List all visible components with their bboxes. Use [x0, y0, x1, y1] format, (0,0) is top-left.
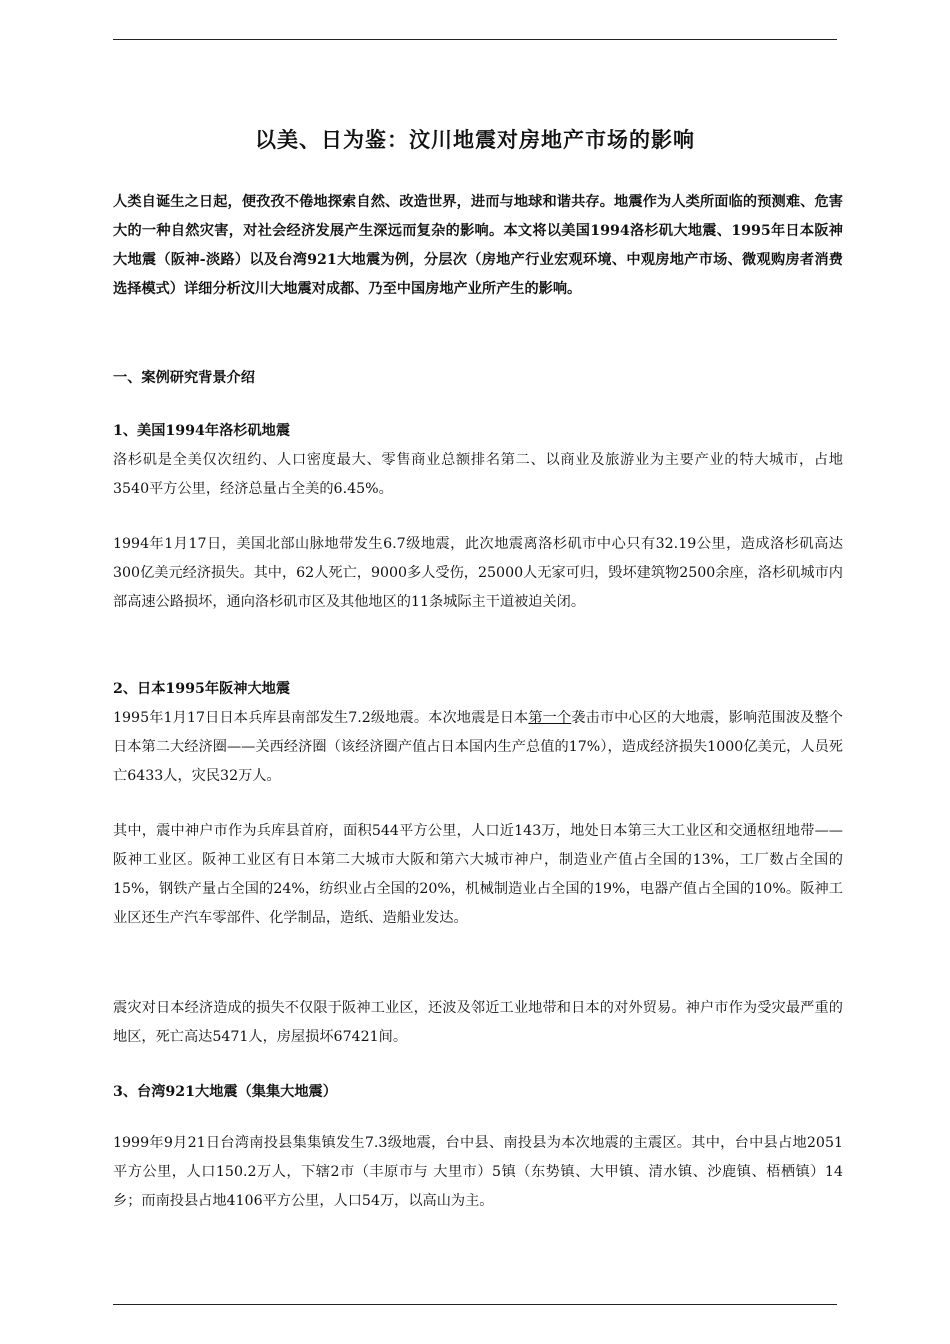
- paragraph-kobe-1-part-b: 袭击市中心区的大地震，影响范围波及整个日本第二大经济圈——关西经济圈（该经济圈产值占日本国内生产总值的17%），造成经济损失1000亿美元，人员死亡6433人，灾民32万人。: [113, 710, 843, 784]
- paragraph-taiwan-1: 1999年9月21日台湾南投县集集镇发生7.3级地震，台中县、南投县为本次地震的主震区。其中，台中县占地2051平方公里，人口150.2万人，下辖2市（丰原市与 大里市）5镇（东势镇、大甲镇、清水镇、沙鹿镇、梧栖镇）14乡；而南投县占地4106平方公里，人口54万，以高山为主。: [113, 1135, 843, 1209]
- paragraph-la-1: 洛杉矶是全美仅次纽约、人口密度最大、零售商业总额排名第二、以商业及旅游业为主要产业的特大城市，占地3540平方公里，经济总量占全美的6.45%。: [113, 452, 843, 497]
- intro-paragraph: 人类自诞生之日起，便孜孜不倦地探索自然、改造世界，进而与地球和谐共存。地震作为人类所面临的预测难、危害大的一种自然灾害，对社会经济发展产生深远而复杂的影响。本文将以美国1994洛杉矶大地震、1995年日本阪神大地震（阪神-淡路）以及台湾921大地震为例，分层次（房地产行业宏观环境、中观房地产市场、微观购房者消费选择模式）详细分析汶川大地震对成都、乃至中国房地产业所产生的影响。: [113, 194, 843, 297]
- section-heading-1: 一、案例研究背景介绍: [113, 370, 255, 386]
- underlined-phrase: 第一个: [528, 710, 572, 726]
- paragraph-kobe-1: [113, 704, 843, 791]
- subsection-heading-taiwan: 3、台湾921大地震（集集大地震）: [113, 1084, 337, 1100]
- subsection-heading-kobe: 2、日本1995年阪神大地震: [113, 681, 291, 697]
- paragraph-kobe-1-part-a: 1995年1月17日日本兵库县南部发生7.2级地震。本次地震是日本: [113, 710, 529, 726]
- paragraph-kobe-3: 震灾对日本经济造成的损失不仅限于阪神工业区，还波及邻近工业地带和日本的对外贸易。神户市作为受灾最严重的地区，死亡高达5471人，房屋损坏67421间。: [113, 1000, 843, 1045]
- paragraph-kobe-2: 其中，震中神户市作为兵库县首府，面积544平方公里，人口近143万，地处日本第三大工业区和交通枢纽地带——阪神工业区。阪神工业区有日本第二大城市大阪和第六大城市神户，制造业产值占全国的13%，工厂数占全国的15%，钢铁产量占全国的24%，纺织业占全国的20%，机械制造业占全国的19%，电器产值占全国的10%。阪神工业区还生产汽车零部件、化学制品，造纸、造船业发达。: [113, 823, 843, 926]
- subsection-heading-la: 1、美国1994年洛杉矶地震: [113, 423, 291, 439]
- document-title: 以美、日为鉴：汶川地震对房地产市场的影响: [255, 127, 695, 152]
- footer-rule: [113, 1304, 837, 1305]
- paragraph-la-2: 1994年1月17日，美国北部山脉地带发生6.7级地震，此次地震离洛杉矶市中心只有32.19公里，造成洛杉矶高达300亿美元经济损失。其中，62人死亡，9000多人受伤，25000人无家可归，毁坏建筑物2500余座，洛杉矶城市内部高速公路损坏，通向洛杉矶市区及其他地区的11条城际主干道被迫关闭。: [113, 536, 843, 610]
- header-rule: [113, 39, 837, 40]
